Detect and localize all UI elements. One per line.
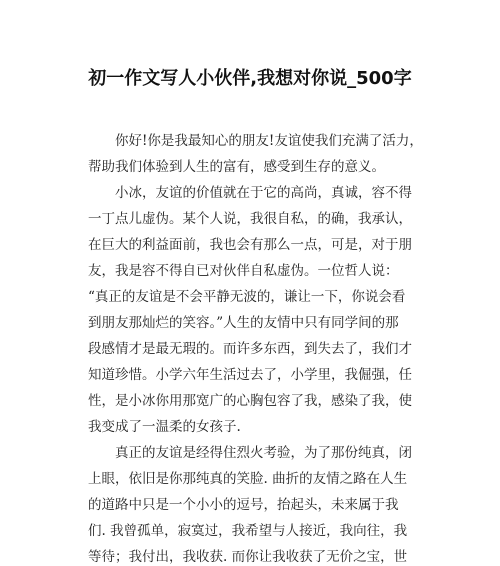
text-line: “真正的友谊是不会平静无波的，谦让一下，你说会看: [88, 289, 406, 305]
text-line: 上眼，依旧是你那纯真的笑脸. 曲折的友情之路在人生: [88, 471, 408, 487]
text-line: 你好!你是我最知心的朋友!友谊使我们充满了活力，: [88, 133, 423, 149]
text-line: 在巨大的利益面前，我也会有那么一点，可是，对于朋: [88, 237, 412, 253]
text-line: 友，我是容不得自已对伙伴自私虚伪。一位哲人说：: [88, 263, 399, 279]
text-line: 性，是小冰你用那宽广的心胸包容了我，感染了我，使: [88, 393, 412, 409]
text-line: 小冰，友谊的价值就在于它的高尚，真诚，容不得: [88, 185, 412, 201]
text-line: 帮助我们体验到人生的富有，感受到生存的意义。: [88, 159, 385, 175]
text-line: 一丁点儿虚伪。某个人说，我很自私，的确，我承认，: [88, 211, 412, 227]
text-line: 段感情才是最无瑕的。而许多东西，到失去了，我们才: [88, 341, 412, 357]
page-title: 初一作文写人小伙伴,我想对你说_500字: [88, 68, 412, 89]
text-line: 知道珍惜。小学六年生活过去了，小学里，我倔强，任: [88, 367, 412, 383]
text-line: 到朋友那灿烂的笑容。”人生的友情中只有同学间的那: [88, 315, 399, 331]
text-line: 我变成了一温柔的女孩子.: [88, 419, 241, 435]
text-line: 们. 我曾孤单，寂寞过，我希望与人接近，我向往，我: [88, 523, 408, 539]
text-line: 等待；我付出，我收获. 而你让我收获了无价之宝，世: [88, 549, 408, 565]
text-line: 真正的友谊是经得住烈火考验，为了那份纯真，闭: [88, 445, 412, 461]
text-line: 的道路中只是一个小小的逗号，抬起头，未来属于我: [88, 497, 399, 513]
